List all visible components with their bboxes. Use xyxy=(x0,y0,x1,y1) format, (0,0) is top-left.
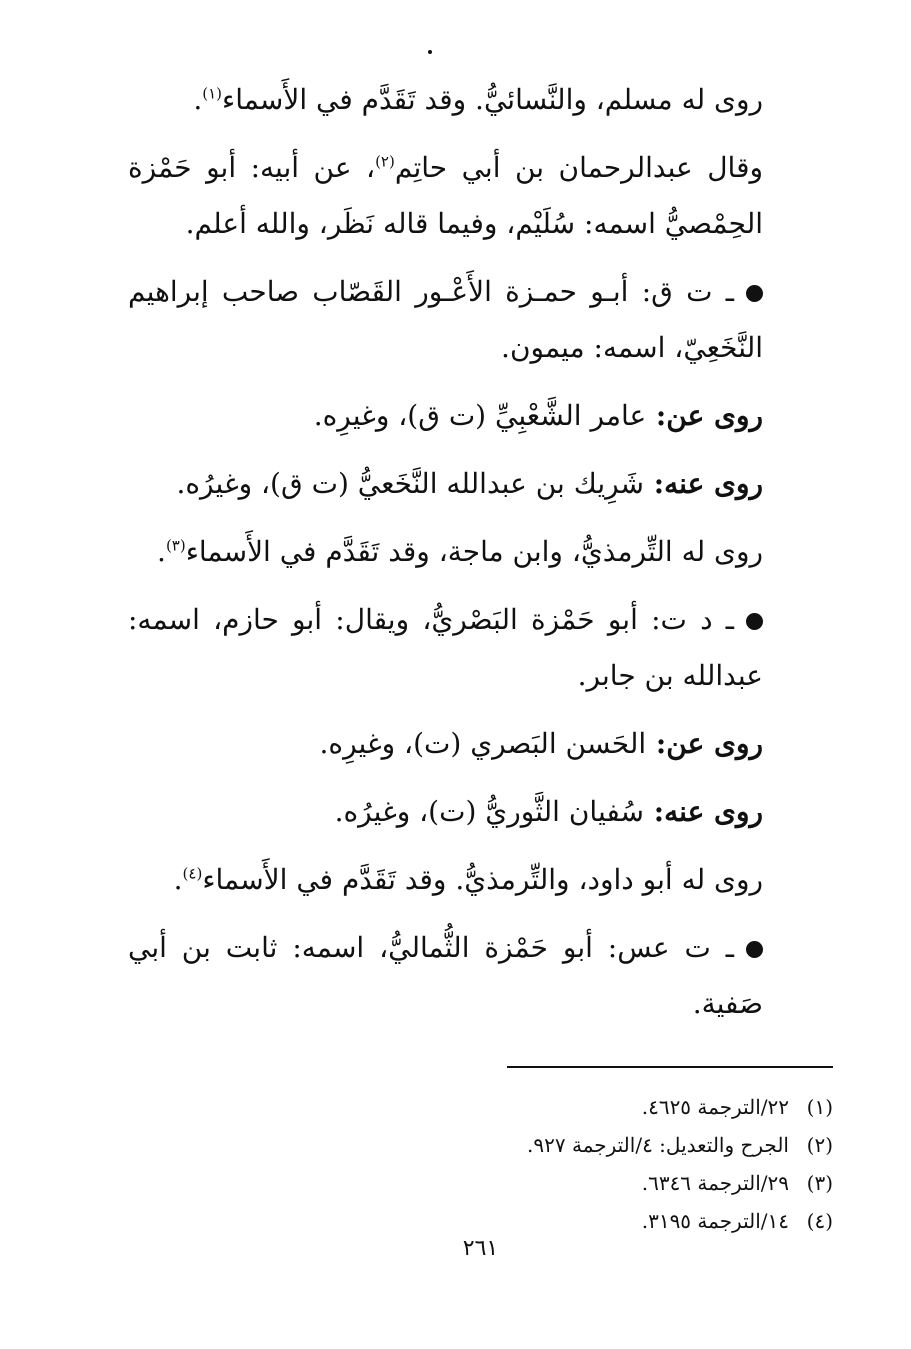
footnote-item xyxy=(128,1164,833,1202)
footnote-item xyxy=(128,1088,833,1126)
text-run: عامر الشَّعْبِيِّ (ت ق)، وغيرِه. xyxy=(313,399,647,432)
footnote-text: الجرح والتعديل: ٤/الترجمة ٩٢٧. xyxy=(527,1133,789,1157)
field-label: روى عن: xyxy=(646,399,763,432)
footnote-item xyxy=(128,1126,833,1164)
paragraph-p6 xyxy=(128,524,833,580)
footnotes xyxy=(128,1088,833,1240)
text-run: ، عن أبيه: أبو حَمْزة الحِمْصيُّ اسمه: سُلَيْم، وفيما قاله نَظَر، والله أعلم. xyxy=(128,151,763,240)
paragraph-p9 xyxy=(128,784,833,840)
bullet-icon xyxy=(746,285,763,302)
paragraph-p11 xyxy=(128,920,833,1032)
text-run: ـ ت ق: أبـو حمـزة الأَعْـور القَصّاب صاحب إبراهيم النَّخَعِيّ، اسمه: ميمون. xyxy=(128,275,763,364)
text-run: . xyxy=(157,535,166,568)
paragraph-p3 xyxy=(128,264,833,376)
text-run: الحَسن البَصري (ت)، وغيرِه. xyxy=(319,727,647,760)
body-text xyxy=(128,72,833,1032)
footnote-ref[interactable]: (٤) xyxy=(182,864,203,883)
text-run: روى له التِّرمذيُّ، وابن ماجة، وقد تَقَدَّم في الأَسماء xyxy=(185,535,763,568)
footnote-rule xyxy=(507,1066,833,1068)
paragraph-p4 xyxy=(128,388,833,444)
text-run: سُفيان الثَّوريُّ (ت)، وغيرُه. xyxy=(334,795,645,828)
bullet-icon xyxy=(746,941,763,958)
text-run: وقال عبدالرحمان بن أبي حاتِم xyxy=(394,151,763,184)
paragraph-p10 xyxy=(128,852,833,908)
text-run: روى له مسلم، والنَّسائيُّ. وقد تَقَدَّم في الأَسماء xyxy=(222,83,763,116)
footnote-number: (١) xyxy=(806,1095,833,1119)
footnote-ref[interactable]: (١) xyxy=(202,84,223,103)
footnote-ref[interactable]: (٢) xyxy=(375,152,395,171)
bullet-icon xyxy=(746,613,763,630)
text-run: شَرِيك بن عبدالله النَّخَعيُّ (ت ق)، وغيرُه. xyxy=(176,467,645,500)
text-run: . xyxy=(173,863,183,896)
paragraph-p7 xyxy=(128,592,833,704)
text-run: ـ د ت: أبو حَمْزة البَصْريُّ، ويقال: أبو حازم، اسمه: عبدالله بن جابر. xyxy=(128,603,763,692)
footnote-item xyxy=(128,1202,833,1240)
page-number: ٢٦١ xyxy=(462,1236,499,1261)
footnote-text: ١٤/الترجمة ٣١٩٥. xyxy=(641,1209,789,1233)
document-page xyxy=(128,72,833,1292)
field-label: روى عنه: xyxy=(644,795,763,828)
text-run: . xyxy=(193,83,203,116)
field-label: روى عن: xyxy=(646,727,763,760)
paragraph-p5 xyxy=(128,456,833,512)
footnote-text: ٢٩/الترجمة ٦٣٤٦. xyxy=(641,1171,789,1195)
footnote-ref[interactable]: (٣) xyxy=(165,536,186,555)
text-run: ـ ت عس: أبو حَمْزة الثُّماليُّ، اسمه: ثابت بن أبي صَفية. xyxy=(128,931,763,1020)
top-mark xyxy=(428,50,432,54)
footnote-number: (٤) xyxy=(806,1209,833,1233)
footnote-number: (٣) xyxy=(806,1171,833,1195)
footnote-text: ٢٢/الترجمة ٤٦٢٥. xyxy=(641,1095,789,1119)
paragraph-p2 xyxy=(128,140,833,252)
footnote-number: (٢) xyxy=(806,1133,833,1157)
text-run: روى له أبو داود، والتِّرمذيُّ. وقد تَقَدَّم في الأَسماء xyxy=(202,863,763,896)
paragraph-p8 xyxy=(128,716,833,772)
field-label: روى عنه: xyxy=(644,467,763,500)
paragraph-p1 xyxy=(128,72,833,128)
